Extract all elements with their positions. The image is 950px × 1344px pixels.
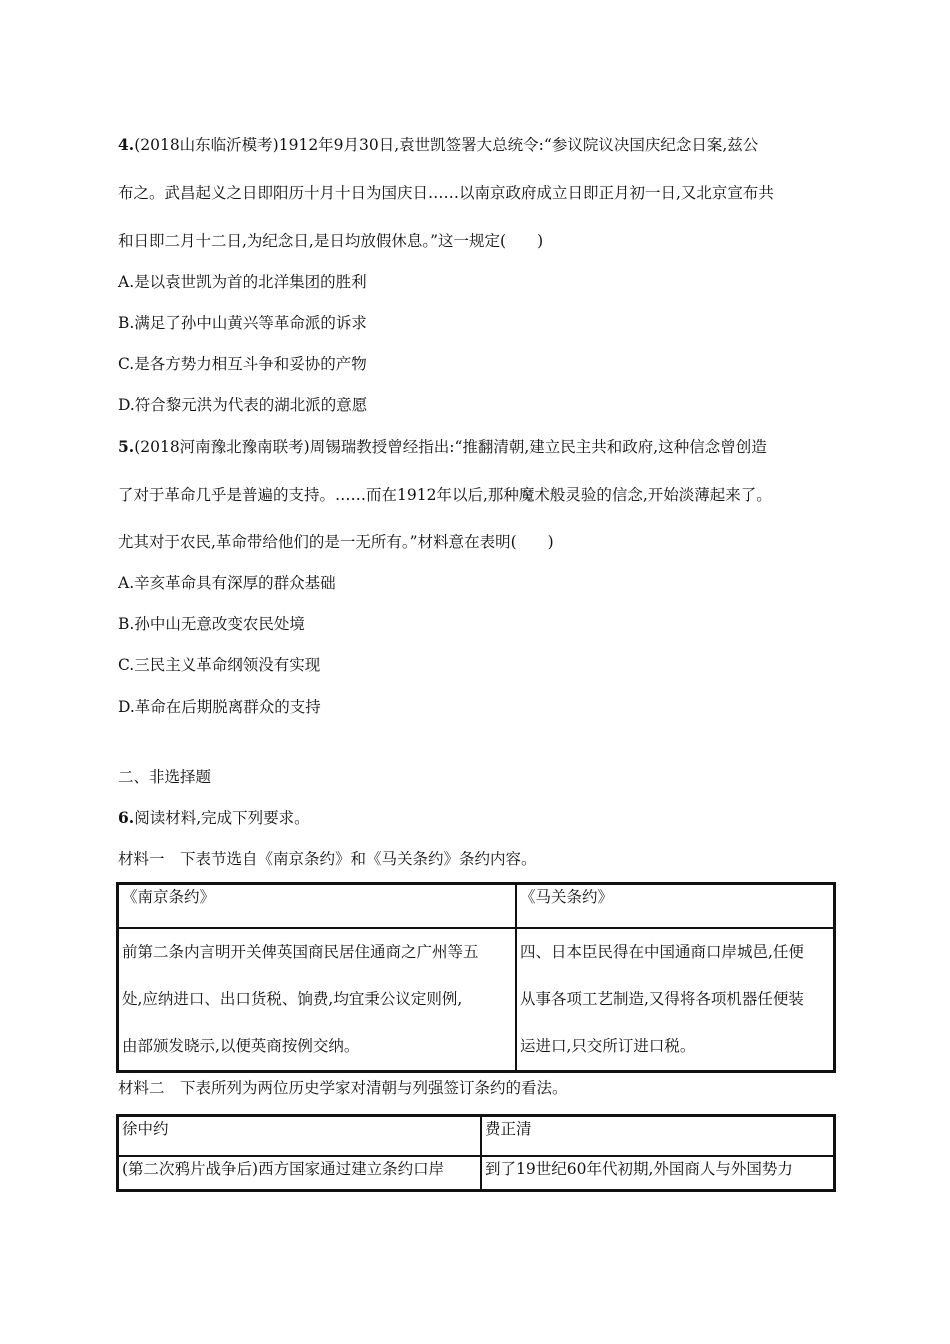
table2-header-xu: 徐中约 bbox=[118, 1116, 482, 1156]
material-2-caption: 材料二 下表所列为两位历史学家对清朝与列强签订条约的看法。 bbox=[118, 1079, 568, 1097]
q4-option-b: B.满足了孙中山黄兴等革命派的诉求 bbox=[118, 314, 367, 332]
q5-option-d: D.革命在后期脱离群众的支持 bbox=[118, 698, 321, 716]
table2-cell-fei: 到了19世纪60年代初期,外国商人与外国势力 bbox=[481, 1156, 835, 1191]
q5-option-c: C.三民主义革命纲领没有实现 bbox=[118, 656, 321, 674]
q4-number: 4. bbox=[118, 135, 135, 154]
table1-cell-nanjing: 前第二条内言明开关俾英国商民居住通商之广州等五 处,应纳进口、出口货税、饷费,均宜秉公议定则例, 由部颁发晓示,以便英商按例交纳。 bbox=[118, 928, 517, 1072]
q6-line: 6.阅读材料,完成下列要求。 bbox=[118, 808, 310, 827]
q4-option-a: A.是以袁世凯为首的北洋集团的胜利 bbox=[118, 273, 367, 291]
q5-number: 5. bbox=[118, 437, 135, 456]
q4-line-3: 和日即二月十二日,为纪念日,是日均放假休息。”这一规定( ) bbox=[118, 232, 544, 250]
q5-option-a: A.辛亥革命具有深厚的群众基础 bbox=[118, 574, 336, 592]
table2-header-fei: 费正清 bbox=[481, 1116, 835, 1156]
q4-line-2: 布之。武昌起义之日即阳历十月十日为国庆日……以南京政府成立日即正月初一日,又北京宣布共 bbox=[118, 184, 774, 202]
q4-option-c: C.是各方势力相互斗争和妥协的产物 bbox=[118, 355, 367, 373]
q6-number: 6. bbox=[118, 808, 135, 827]
table2-cell-xu: (第二次鸦片战争后)西方国家通过建立条约口岸 bbox=[118, 1156, 482, 1191]
table1-header-nanjing: 《南京条约》 bbox=[118, 884, 517, 928]
q5-line-3: 尤其对于农民,革命带给他们的是一无所有。”材料意在表明( ) bbox=[118, 533, 554, 551]
section-heading: 二、非选择题 bbox=[118, 768, 212, 786]
table1-header-maguan: 《马关条约》 bbox=[516, 884, 835, 928]
q5-option-b: B.孙中山无意改变农民处境 bbox=[118, 615, 305, 633]
historians-table bbox=[116, 1114, 836, 1192]
material-1-caption: 材料一 下表节选自《南京条约》和《马关条约》条约内容。 bbox=[118, 850, 537, 868]
q5-line-2: 了对于革命几乎是普遍的支持。……而在1912年以后,那种魔术般灵验的信念,开始淡薄起来了。 bbox=[118, 486, 772, 504]
q5-line-1: 5.(2018河南豫北豫南联考)周锡瑞教授曾经指出:“推翻清朝,建立民主共和政府,这种信念曾创造 bbox=[118, 437, 767, 456]
q4-line-1: 4.(2018山东临沂模考)1912年9月30日,袁世凯签署大总统令:“参议院议决国庆纪念日案,兹公 bbox=[118, 135, 759, 154]
q4-option-d: D.符合黎元洪为代表的湖北派的意愿 bbox=[118, 396, 368, 414]
treaty-table bbox=[116, 882, 836, 1073]
table1-cell-maguan: 四、日本臣民得在中国通商口岸城邑,任便 从事各项工艺制造,又得将各项机器任便装 运进口,只交所订进口税。 bbox=[516, 928, 835, 1072]
